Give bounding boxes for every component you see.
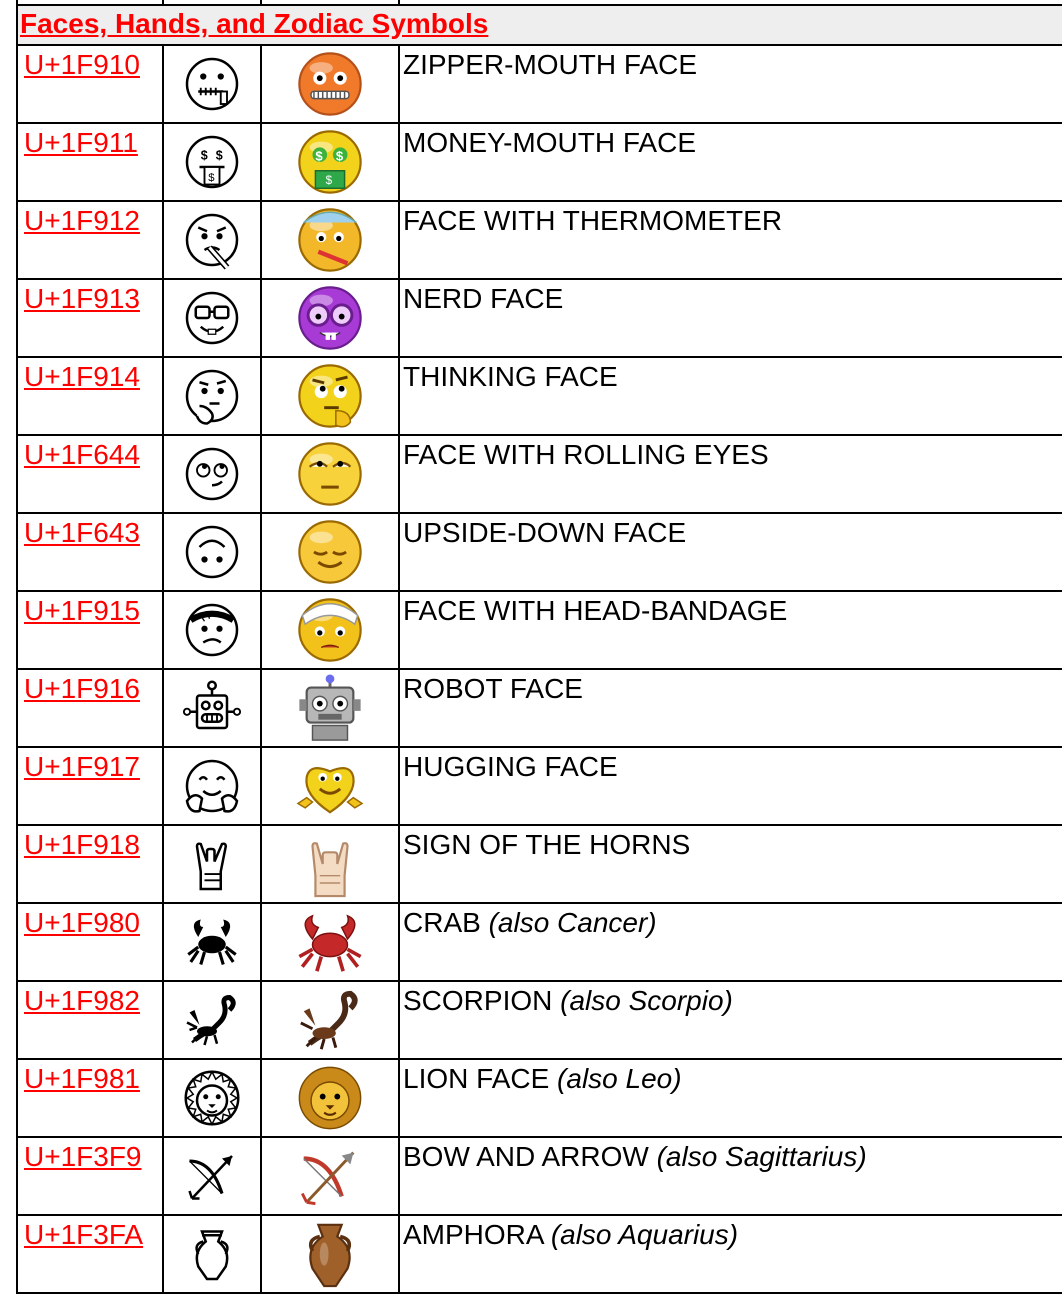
amphora-icon <box>182 1224 242 1284</box>
character-name <box>400 124 1062 159</box>
lion-face-color-icon <box>295 1063 365 1133</box>
character-name-text: AMPHORA <box>403 1219 544 1250</box>
code-cell <box>17 1137 163 1215</box>
zodiac-note: (also Cancer) <box>488 907 657 938</box>
mono-glyph-cell <box>163 45 261 123</box>
lion-face-icon <box>182 1068 242 1128</box>
name-cell <box>399 123 1062 201</box>
character-name <box>400 358 1062 393</box>
hugging-face-icon <box>182 756 242 816</box>
robot-face-color-icon <box>295 673 365 743</box>
character-name <box>400 982 1062 1017</box>
mono-glyph-cell <box>163 591 261 669</box>
color-glyph-cell <box>261 747 399 825</box>
color-glyph-cell <box>261 591 399 669</box>
character-name-text: FACE WITH ROLLING EYES <box>403 439 769 470</box>
name-cell <box>399 435 1062 513</box>
color-glyph-cell <box>261 1059 399 1137</box>
head-bandage-face-color-icon <box>295 595 365 665</box>
mono-glyph-cell <box>163 357 261 435</box>
name-cell <box>399 357 1062 435</box>
color-glyph-cell <box>261 981 399 1059</box>
code-cell <box>17 669 163 747</box>
face-with-thermometer-color-icon <box>295 205 365 275</box>
table-row <box>17 903 1062 981</box>
name-cell <box>399 1137 1062 1215</box>
upside-down-face-color-icon <box>295 517 365 587</box>
color-glyph-cell <box>261 279 399 357</box>
amphora-color-icon <box>295 1219 365 1289</box>
zodiac-note: (also Leo) <box>557 1063 682 1094</box>
character-name-text: FACE WITH THERMOMETER <box>403 205 783 236</box>
character-name <box>400 592 1062 627</box>
name-cell <box>399 1215 1062 1293</box>
nerd-face-icon <box>182 288 242 348</box>
codepoint-link[interactable]: U+1F911 <box>24 127 138 158</box>
mono-glyph-cell <box>163 1215 261 1293</box>
table-row <box>17 825 1062 903</box>
code-cell <box>17 123 163 201</box>
color-glyph-cell <box>261 357 399 435</box>
thinking-face-icon <box>182 366 242 426</box>
zodiac-note: (also Sagittarius) <box>656 1141 867 1172</box>
table-row <box>17 981 1062 1059</box>
code-cell <box>17 513 163 591</box>
mono-glyph-cell <box>163 981 261 1059</box>
bow-and-arrow-icon <box>182 1146 242 1206</box>
table-row <box>17 1215 1062 1293</box>
hugging-face-color-icon <box>295 751 365 821</box>
codepoint-link[interactable]: U+1F913 <box>24 283 140 314</box>
table-row <box>17 1137 1062 1215</box>
color-glyph-cell <box>261 903 399 981</box>
crab-icon <box>182 912 242 972</box>
code-cell <box>17 981 163 1059</box>
emoji-table <box>16 0 1062 1294</box>
money-mouth-face-icon <box>182 132 242 192</box>
scorpion-icon <box>182 990 242 1050</box>
table-row <box>17 123 1062 201</box>
zipper-mouth-face-color-icon <box>295 49 365 119</box>
codepoint-link[interactable]: U+1F980 <box>24 907 140 938</box>
table-row <box>17 201 1062 279</box>
mono-glyph-cell <box>163 279 261 357</box>
character-name-text: MONEY-MOUTH FACE <box>403 127 696 158</box>
character-name <box>400 436 1062 471</box>
character-name-text: UPSIDE-DOWN FACE <box>403 517 687 548</box>
codepoint-link[interactable]: U+1F914 <box>24 361 140 392</box>
character-name-text: SCORPION <box>403 985 553 1016</box>
crab-color-icon <box>265 907 395 977</box>
emoji-table-container <box>16 0 1062 1294</box>
zodiac-note: (also Aquarius) <box>550 1219 739 1250</box>
code-cell <box>17 279 163 357</box>
mono-glyph-cell <box>163 903 261 981</box>
name-cell <box>399 669 1062 747</box>
mono-glyph-cell <box>163 201 261 279</box>
mono-glyph-cell <box>163 1137 261 1215</box>
codepoint-link[interactable]: U+1F982 <box>24 985 140 1016</box>
name-cell <box>399 45 1062 123</box>
code-cell <box>17 1215 163 1293</box>
character-name-text: ROBOT FACE <box>403 673 583 704</box>
name-cell <box>399 747 1062 825</box>
mono-glyph-cell <box>163 825 261 903</box>
table-row <box>17 279 1062 357</box>
name-cell <box>399 981 1062 1059</box>
color-glyph-cell <box>261 1215 399 1293</box>
table-row <box>17 591 1062 669</box>
mono-glyph-cell <box>163 1059 261 1137</box>
name-cell <box>399 903 1062 981</box>
character-name <box>400 748 1062 783</box>
codepoint-link[interactable]: U+1F916 <box>24 673 140 704</box>
character-name <box>400 1216 1062 1251</box>
color-glyph-cell <box>261 513 399 591</box>
svg-text:$: $ <box>208 171 215 184</box>
mono-glyph-cell <box>163 747 261 825</box>
character-name-text: HUGGING FACE <box>403 751 618 782</box>
color-glyph-cell <box>261 669 399 747</box>
codepoint-link[interactable]: U+1F912 <box>24 205 140 236</box>
character-name <box>400 1138 1062 1173</box>
table-row <box>17 357 1062 435</box>
sign-of-horns-icon <box>182 834 242 894</box>
character-name-text: BOW AND ARROW <box>403 1141 649 1172</box>
code-cell <box>17 435 163 513</box>
code-cell <box>17 825 163 903</box>
svg-text:$: $ <box>200 148 208 163</box>
color-glyph-cell <box>261 45 399 123</box>
section-header-row <box>17 5 1062 45</box>
code-cell <box>17 357 163 435</box>
robot-face-icon <box>182 678 242 738</box>
nerd-face-color-icon <box>295 283 365 353</box>
thinking-face-color-icon <box>295 361 365 431</box>
sign-of-horns-color-icon <box>295 829 365 899</box>
svg-text:$: $ <box>315 148 323 164</box>
codepoint-link[interactable]: U+1F910 <box>24 49 140 80</box>
name-cell <box>399 825 1062 903</box>
section-title-link[interactable]: Faces, Hands, and Zodiac Symbols <box>20 8 489 39</box>
rolling-eyes-face-color-icon <box>295 439 365 509</box>
codepoint-link[interactable]: U+1F981 <box>24 1063 140 1094</box>
table-row <box>17 513 1062 591</box>
mono-glyph-cell <box>163 513 261 591</box>
character-name-text: THINKING FACE <box>403 361 618 392</box>
character-name <box>400 202 1062 237</box>
svg-text:$: $ <box>325 173 333 187</box>
code-cell <box>17 201 163 279</box>
character-name <box>400 826 1062 861</box>
svg-text:$: $ <box>335 148 344 164</box>
codepoint-link[interactable]: U+1F3F9 <box>24 1141 142 1172</box>
character-name <box>400 280 1062 315</box>
scorpion-color-icon <box>295 985 365 1055</box>
codepoint-link[interactable]: U+1F644 <box>24 439 140 470</box>
svg-text:$: $ <box>215 148 223 163</box>
upside-down-face-icon <box>182 522 242 582</box>
codepoint-link[interactable]: U+1F915 <box>24 595 140 626</box>
code-cell <box>17 591 163 669</box>
character-name-text: LION FACE <box>403 1063 550 1094</box>
character-name <box>400 46 1062 81</box>
mono-glyph-cell <box>163 669 261 747</box>
face-with-thermometer-icon <box>182 210 242 270</box>
code-cell <box>17 45 163 123</box>
character-name-text: SIGN OF THE HORNS <box>403 829 691 860</box>
code-cell <box>17 747 163 825</box>
table-row <box>17 669 1062 747</box>
character-name-text: NERD FACE <box>403 283 564 314</box>
codepoint-link[interactable]: U+1F3FA <box>24 1219 144 1250</box>
code-cell <box>17 1059 163 1137</box>
codepoint-link[interactable]: U+1F918 <box>24 829 140 860</box>
name-cell <box>399 513 1062 591</box>
mono-glyph-cell <box>163 435 261 513</box>
character-name <box>400 1060 1062 1095</box>
table-row <box>17 45 1062 123</box>
name-cell <box>399 279 1062 357</box>
character-name-text: CRAB <box>403 907 481 938</box>
character-name <box>400 670 1062 705</box>
zodiac-note: (also Scorpio) <box>560 985 733 1016</box>
character-name-text: ZIPPER-MOUTH FACE <box>403 49 698 80</box>
codepoint-link[interactable]: U+1F643 <box>24 517 140 548</box>
code-cell <box>17 903 163 981</box>
color-glyph-cell <box>261 201 399 279</box>
character-name <box>400 904 1062 939</box>
name-cell <box>399 201 1062 279</box>
bow-and-arrow-color-icon <box>295 1141 365 1211</box>
color-glyph-cell <box>261 123 399 201</box>
mono-glyph-cell <box>163 123 261 201</box>
table-row <box>17 435 1062 513</box>
name-cell <box>399 1059 1062 1137</box>
character-name <box>400 514 1062 549</box>
money-mouth-face-color-icon <box>295 127 365 197</box>
character-name-text: FACE WITH HEAD-BANDAGE <box>403 595 788 626</box>
color-glyph-cell <box>261 435 399 513</box>
table-row <box>17 1059 1062 1137</box>
zipper-mouth-face-icon <box>182 54 242 114</box>
codepoint-link[interactable]: U+1F917 <box>24 751 140 782</box>
color-glyph-cell <box>261 825 399 903</box>
name-cell <box>399 591 1062 669</box>
color-glyph-cell <box>261 1137 399 1215</box>
rolling-eyes-face-icon <box>182 444 242 504</box>
table-row <box>17 747 1062 825</box>
head-bandage-face-icon <box>182 600 242 660</box>
